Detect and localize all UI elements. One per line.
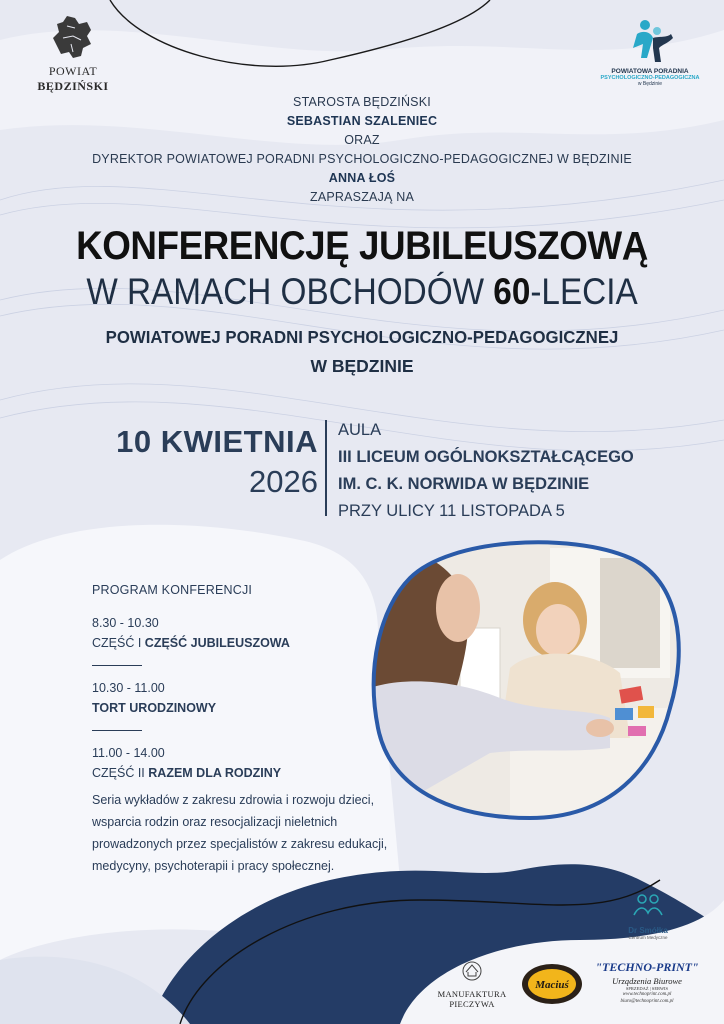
- program-item-3-prefix: CZĘŚĆ II: [92, 766, 149, 780]
- powiat-bedzinski-logo: [28, 14, 118, 94]
- title-line3: POWIATOWEJ PORADNI PSYCHOLOGICZNO-PEDAGOGICZNEJ: [105, 327, 619, 347]
- maciu-logo: [520, 962, 584, 1006]
- title-line2-pre: W RAMACH OBCHODÓW: [86, 271, 494, 312]
- program-item-1-prefix: CZĘŚĆ I: [92, 636, 145, 650]
- venue-line1: AULA: [338, 421, 382, 439]
- techno-sub: Urządzenia Biurowe: [612, 976, 682, 986]
- poradnia-logo: [600, 18, 700, 87]
- logo-left-line2: BĘDZIŃSKI: [37, 79, 109, 93]
- event-day: 10 KWIETNIA: [116, 424, 318, 459]
- title-line2: [36, 270, 688, 314]
- program-item-1-name: [92, 633, 402, 653]
- logo-right-line1: POWIATOWA PORADNIA: [611, 68, 689, 75]
- manufaktura-logo: [428, 960, 516, 1009]
- manufaktura-name: MANUFAKTURA PIECZYWA: [437, 989, 507, 1009]
- techno-email: biuro@technoprint.com.pl: [620, 999, 674, 1004]
- dr-smolka-name: Dr Smółka: [628, 926, 668, 935]
- logo-left-line1: POWIAT: [48, 64, 98, 78]
- program-item-2-name: [92, 698, 402, 718]
- conference-program: [92, 583, 402, 877]
- date-divider: [325, 420, 327, 516]
- bakery-emblem-icon: [457, 960, 487, 982]
- program-separator: [92, 730, 142, 731]
- maciu-text: Maciuś: [535, 979, 569, 991]
- header-line1: STAROSTA BĘDZIŃSKI: [293, 95, 431, 109]
- dr-smolka-logo: [618, 893, 678, 940]
- header-line3: ORAZ: [344, 133, 380, 147]
- venue-line2: III LICEUM OGÓLNOKSZTAŁCĄCEGO: [338, 448, 634, 466]
- program-item-3-time: 11.00 - 14.00: [92, 746, 165, 760]
- techno-name: "TECHNO-PRINT": [595, 960, 699, 974]
- header-line4: DYREKTOR POWIATOWEJ PORADNI PSYCHOLOGICZNO-PEDAGOGICZNEJ W BĘDZINIE: [92, 152, 632, 166]
- program-item-3-name: [92, 763, 402, 783]
- family-figures-icon: [623, 18, 677, 66]
- title-line2-post: -LECIA: [530, 271, 638, 312]
- venue-line3: IM. C. K. NORWIDA W BĘDZINIE: [338, 475, 590, 493]
- event-year: 2026: [249, 464, 318, 499]
- county-map-icon: [51, 14, 95, 60]
- medical-figures-icon: [631, 893, 665, 921]
- program-item-1-time: 8.30 - 10.30: [92, 616, 159, 630]
- program-description: Seria wykładów z zakresu zdrowia i rozwoju dzieci, wsparcia rodzin oraz resocjalizacji nieletnich prowadzonych przez specjalistów z zakresu edukacji, medycyny, psychoterapii i pracy społecznej.: [92, 793, 388, 873]
- program-item-2-title: TORT URODZINOWY: [92, 701, 217, 715]
- invitation-header: [0, 93, 724, 207]
- program-item-1-title: CZĘŚĆ JUBILEUSZOWA: [144, 636, 290, 650]
- event-venue: [338, 417, 698, 525]
- techno-web: www.technoprint.com.pl: [622, 992, 672, 997]
- program-item-3-title: RAZEM DLA RODZINY: [148, 766, 282, 780]
- logo-right-line3: w Będzinie: [637, 81, 663, 87]
- header-line6: ZAPRASZAJĄ NA: [309, 190, 414, 204]
- techno-print-logo: [592, 960, 702, 1005]
- techno-services: SPRZEDAŻ | SERWIS: [625, 986, 669, 991]
- event-date: [80, 424, 318, 500]
- dr-smolka-sub: Centrum Medyczne: [628, 935, 668, 940]
- mother-child-photo: [370, 538, 682, 822]
- title-line4: W BĘDZINIE: [310, 356, 414, 376]
- venue-line4: PRZY ULICY 11 LISTOPADA 5: [338, 502, 565, 520]
- header-line2: SEBASTIAN SZALENIEC: [286, 114, 438, 128]
- title-line1: KONFERENCJĘ JUBILEUSZOWĄ: [76, 224, 648, 268]
- program-heading: PROGRAM KONFERENCJI: [92, 583, 253, 597]
- title-line2-num: 60: [493, 271, 531, 312]
- header-line5: ANNA ŁOŚ: [328, 171, 396, 185]
- program-item-2-time: 10.30 - 11.00: [92, 681, 165, 695]
- program-separator: [92, 665, 142, 666]
- logo-right-line2: PSYCHOLOGICZNO-PEDAGOGICZNA: [600, 75, 700, 81]
- conference-title: [0, 224, 724, 377]
